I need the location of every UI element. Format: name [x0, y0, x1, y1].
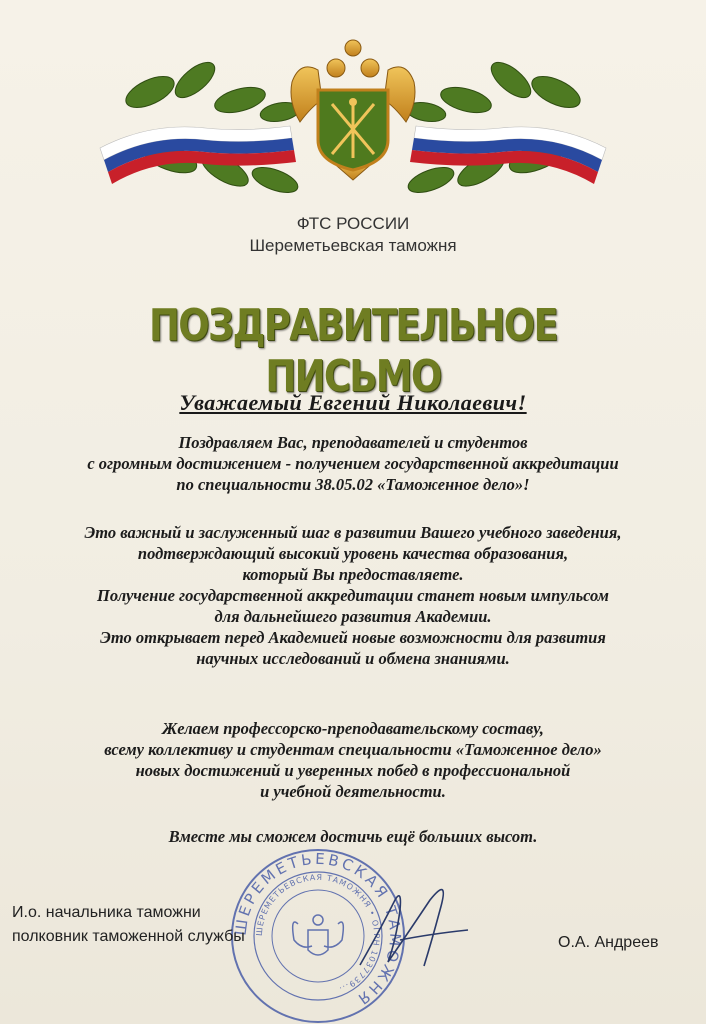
paragraph-line: Желаем профессорско-преподавательскому составу, [162, 719, 544, 738]
paragraph-congrats [10, 432, 696, 495]
paragraph-line: всему коллективу и студентам специальности «Таможенное дело» [104, 740, 602, 759]
paragraph-line: Это открывает перед Академией новые возможности для развития [100, 628, 606, 647]
paragraph-line: по специальности 38.05.02 «Таможенное дело»! [176, 475, 530, 494]
stamp-outer-text: ШЕРЕМЕТЬЕВСКАЯ ТАМОЖНЯ [231, 849, 405, 1010]
handwritten-signature-icon [340, 870, 480, 980]
paragraph-line: научных исследований и обмена знаниями. [196, 649, 510, 668]
org-unit: Шереметьевская таможня [249, 236, 457, 255]
paragraph-line: Вместе мы сможем достичь ещё больших высот. [168, 827, 538, 846]
org-name: ФТС РОССИИ [296, 214, 410, 233]
signatory-name: О.А. Андреев [558, 934, 659, 951]
paragraph-significance [10, 522, 696, 669]
paragraph-line: Получение государственной аккредитации станет новым импульсом [97, 586, 609, 605]
paragraph-line: для дальнейшего развития Академии. [214, 607, 492, 626]
paragraph-line: подтверждающий высокий уровень качества образования, [137, 544, 569, 563]
paragraph-line: с огромным достижением - получением государственной аккредитации [87, 454, 619, 473]
letter-title: ПОЗДРАВИТЕЛЬНОЕ ПИСЬМО [148, 300, 558, 402]
paragraph-closing [10, 826, 696, 847]
customs-emblem-icon [0, 30, 706, 210]
paragraph-line: который Вы предоставляете. [242, 565, 464, 584]
signatory-rank: полковник таможенной службы [12, 928, 245, 945]
paragraph-wishes [10, 718, 696, 802]
paragraph-line: новых достижений и уверенных побед в профессиональной [135, 761, 571, 780]
signatory-position: И.о. начальника таможни [12, 904, 201, 921]
paragraph-line: Это важный и заслуженный шаг в развитии Вашего учебного заведения, [84, 523, 622, 542]
paragraph-line: и учебной деятельности. [260, 782, 446, 801]
greeting: Уважаемый Евгений Николаевич! [179, 390, 527, 415]
paragraph-line: Поздравляем Вас, преподавателей и студентов [178, 433, 528, 452]
stamp-inner-text: ШЕРЕМЕТЬЕВСКАЯ ТАМОЖНЯ • ОГРН 1037739... [254, 872, 382, 995]
